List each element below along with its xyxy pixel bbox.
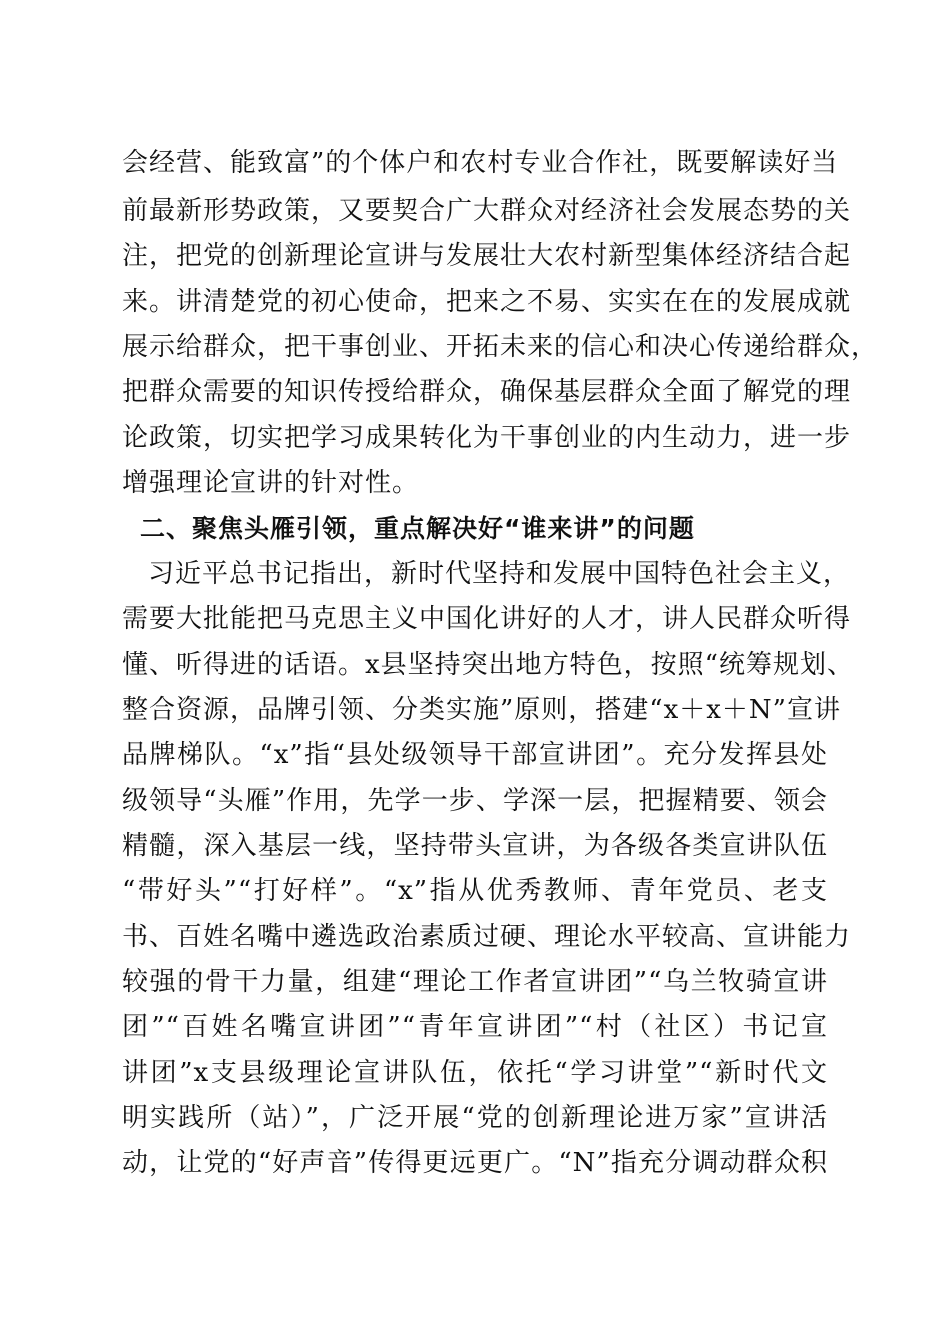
paragraph-line: 明实践所（站）”，广泛开展“党的创新理论进万家”宣讲活: [122, 1103, 828, 1133]
paragraph-line: 需要大批能把马克思主义中国化讲好的人才，讲人民群众听得: [122, 604, 852, 634]
paragraph-line: “带好头”“打好样”。“x”指从优秀教师、青年党员、老支: [122, 876, 828, 906]
paragraph-line: 书、百姓名嘴中遴选政治素质过硬、理论水平较高、宣讲能力: [122, 922, 852, 952]
paragraph-line: 论政策，切实把学习成果转化为干事创业的内生动力，进一步: [122, 423, 852, 453]
paragraph-line: 动，让党的“好声音”传得更远更广。“N”指充分调动群众积: [122, 1148, 828, 1178]
paragraph-line: 级领导“头雁”作用，先学一步、学深一层，把握精要、领会: [122, 786, 828, 816]
paragraph-line: 懂、听得进的话语。x县坚持突出地方特色，按照“统筹规划、: [122, 650, 854, 680]
paragraph-line: 精髓，深入基层一线，坚持带头宣讲，为各级各类宣讲队伍: [122, 831, 828, 861]
paragraph-line: 较强的骨干力量，组建“理论工作者宣讲团”“乌兰牧骑宣讲: [122, 967, 828, 997]
paragraph-line: 整合资源，品牌引领、分类实施”原则，搭建“x＋x＋N”宣讲: [122, 695, 841, 725]
paragraph-line: 增强理论宣讲的针对性。: [122, 468, 420, 498]
paragraph-line: 展示给群众，把干事创业、开拓未来的信心和决心传递给群众，: [122, 332, 879, 362]
paragraph-line: 注，把党的创新理论宣讲与发展壮大农村新型集体经济结合起: [122, 241, 852, 271]
paragraph-line: 团”“百姓名嘴宣讲团”“青年宣讲团”“村（社区）书记宣: [122, 1012, 828, 1042]
paragraph-line: 品牌梯队。“x”指“县处级领导干部宣讲团”。充分发挥县处: [122, 740, 828, 770]
paragraph-line: 会经营、能致富”的个体户和农村专业合作社，既要解读好当: [122, 148, 839, 178]
section-heading: 二、聚焦头雁引领，重点解决好“谁来讲”的问题: [140, 514, 695, 543]
paragraph-line: 讲团”x支县级理论宣讲队伍，依托“学习讲堂”“新时代文: [122, 1058, 828, 1088]
paragraph-line: 前最新形势政策，又要契合广大群众对经济社会发展态势的关: [122, 196, 852, 226]
paragraph-line: 来。讲清楚党的初心使命，把来之不易、实实在在的发展成就: [122, 287, 852, 317]
paragraph-line: 把群众需要的知识传授给群众，确保基层群众全面了解党的理: [122, 377, 852, 407]
paragraph-line: 习近平总书记指出，新时代坚持和发展中国特色社会主义，: [148, 559, 851, 589]
